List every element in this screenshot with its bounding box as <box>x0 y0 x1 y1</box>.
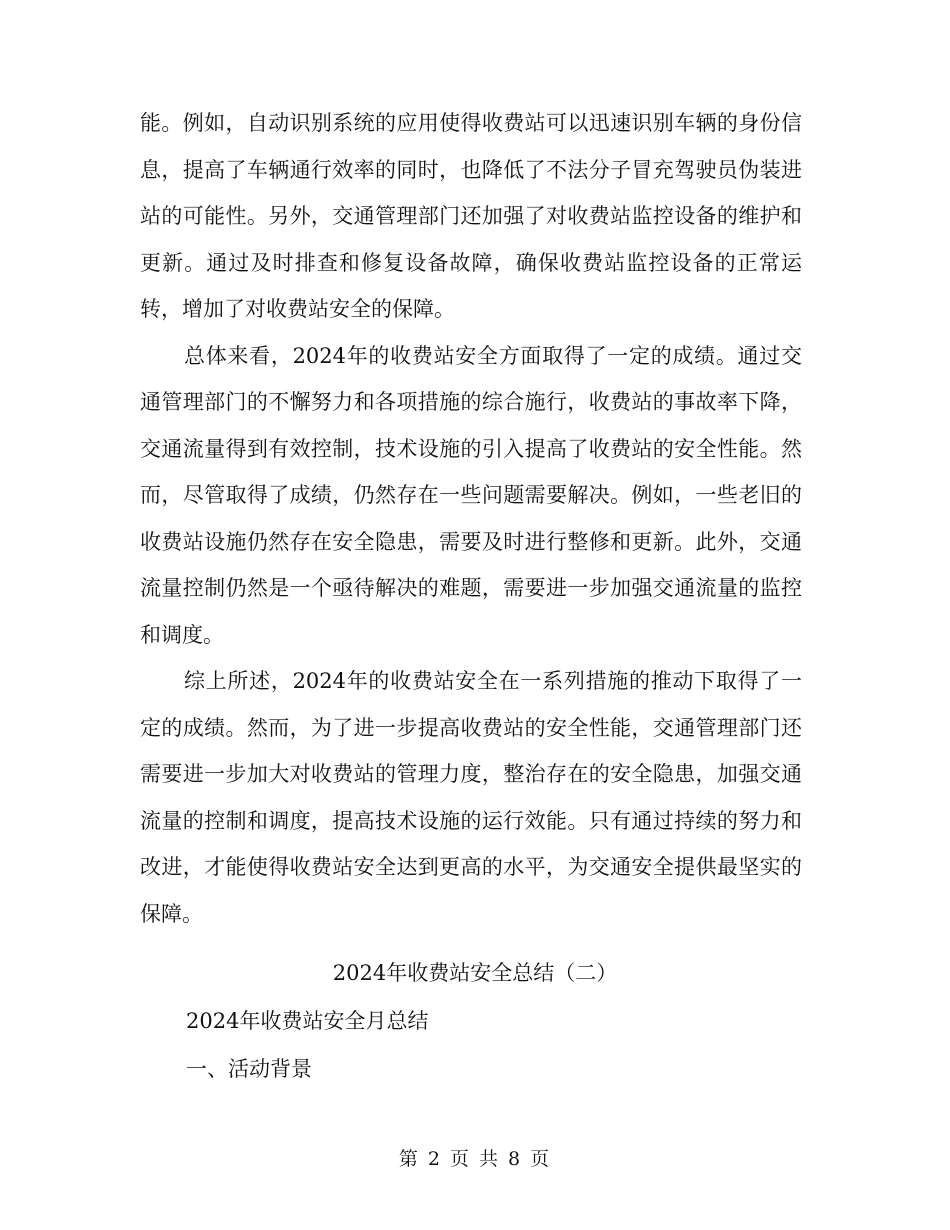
subtitle: 2024年收费站安全月总结 <box>186 1009 429 1033</box>
paragraph-overview: 总体来看，2024年的收费站安全方面取得了一定的成绩。通过交通管理部门的不懈努力和各项措施的综合施行，收费站的事故率下降，交通流量得到有效控制，技术设施的引入提高了收费站的安全性能。然而，尽管取得了成绩，仍然存在一些问题需要解决。例如，一些老旧的收费站设施仍然存在安全隐患，需要及时进行整修和更新。此外，交通流量控制仍然是一个亟待解决的难题，需要进一步加强交通流量的监控和调度。 <box>140 343 802 647</box>
body-text <box>140 100 802 937</box>
page-number-footer: 第 2 页 共 8 页 <box>398 1148 552 1170</box>
heading-activity-background: 一、活动背景 <box>186 1057 312 1081</box>
paragraph-continuation: 能。例如，自动识别系统的应用使得收费站可以迅速识别车辆的身份信息，提高了车辆通行效率的同时，也降低了不法分子冒充驾驶员伪装进站的可能性。另外，交通管理部门还加强了对收费站监控设备的维护和更新。通过及时排查和修复设备故障，确保收费站监控设备的正常运转，增加了对收费站安全的保障。 <box>140 111 802 321</box>
section-title: 2024年收费站安全总结（二） <box>332 961 618 985</box>
paragraph-conclusion: 综上所述，2024年的收费站安全在一系列措施的推动下取得了一定的成绩。然而，为了进一步提高收费站的安全性能，交通管理部门还需要进一步加大对收费站的管理力度，整治存在的安全隐患，加强交通流量的控制和调度，提高技术设施的运行效能。只有通过持续的努力和改进，才能使得收费站安全达到更高的水平，为交通安全提供最坚实的保障。 <box>140 669 802 926</box>
